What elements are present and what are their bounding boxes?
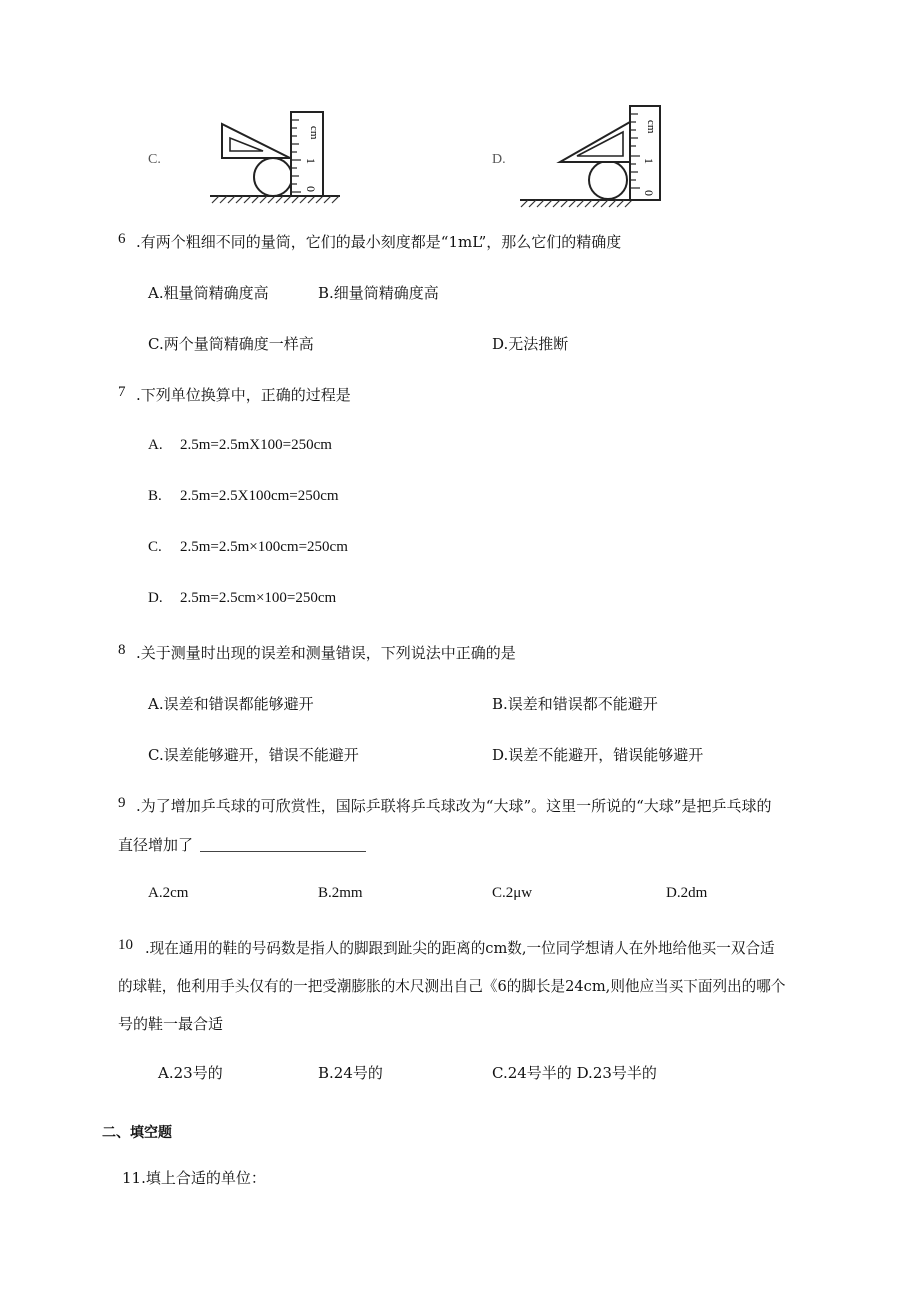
option-b: B.24号的 <box>318 1064 383 1082</box>
question-text-line3: 号的鞋一最合适 <box>118 1015 224 1033</box>
question-number: 9 <box>118 795 126 811</box>
option-c-letter: C. <box>148 539 162 555</box>
option-a: A.2cm <box>148 885 189 901</box>
option-c-text: 2.5m=2.5m×100cm=250cm <box>180 539 348 555</box>
option-b: B.细量筒精确度高 <box>318 284 439 302</box>
option-a: A.粗量筒精确度高 <box>148 284 269 302</box>
option-b: B.误差和错误都不能避开 <box>492 695 658 713</box>
option-a-letter: A. <box>148 437 163 453</box>
option-d-text: 2.5m=2.5cm×100=250cm <box>180 590 337 606</box>
option-d: D.误差不能避开，错误能够避开 <box>492 746 704 764</box>
option-a: A.误差和错误都能够避开 <box>148 695 314 713</box>
option-b: B.2mm <box>318 885 363 901</box>
question-text-line2: 的球鞋，他利用手头仅有的一把受潮膨胀的木尺测出自己《6的脚长是24cm,则他应当买下面列出的哪个 <box>118 978 786 995</box>
option-c-d: C.24号半的 D.23号半的 <box>492 1064 657 1082</box>
question-number: 7 <box>118 384 126 400</box>
figure-d-diagram <box>515 100 675 210</box>
section-title: 二、填空题 <box>102 1125 172 1141</box>
figure-d-tick-1: 1 <box>642 158 656 164</box>
question-text-line1: .为了增加乒乓球的可欣赏性，国际乒联将乒乓球改为“大球”。这里一所说的“大球”是把乒乓球的 <box>136 797 772 815</box>
question-text: .有两个粗细不同的量筒，它们的最小刻度都是“1mL”，那么它们的精确度 <box>136 233 622 251</box>
question-text: .下列单位换算中，正确的过程是 <box>136 386 351 404</box>
figure-c-tick-1: 1 <box>304 158 318 164</box>
question-number: 8 <box>118 642 126 658</box>
question-text: .关于测量时出现的误差和测量错误，下列说法中正确的是 <box>136 644 516 662</box>
option-d: D.无法推断 <box>492 335 569 353</box>
option-a-text: 2.5m=2.5mX100=250cm <box>180 437 332 453</box>
option-b-letter: B. <box>148 488 162 504</box>
question-number: 10 <box>118 937 133 953</box>
option-a: A.23号的 <box>158 1064 223 1082</box>
question-11: 11.填上合适的单位： <box>122 1169 266 1187</box>
option-d: D.2dm <box>666 885 708 901</box>
answer-blank[interactable] <box>200 851 366 852</box>
question-number: 6 <box>118 231 126 247</box>
option-c: C.误差能够避开，错误不能避开 <box>148 746 359 764</box>
figure-d-ruler-unit: cm <box>645 120 657 134</box>
option-c: C.2μw <box>492 885 533 901</box>
option-d-letter: D. <box>148 590 163 606</box>
question-text-line1: .现在通用的鞋的号码数是指人的脚跟到趾尖的距离的cm数,一位同学想请人在外地给他买一双合适 <box>145 940 775 957</box>
option-c: C.两个量筒精确度一样高 <box>148 335 314 353</box>
figure-c-label: C. <box>148 152 161 167</box>
figure-d-label: D. <box>492 152 506 167</box>
figure-c-tick-0: 0 <box>304 186 318 192</box>
figure-c-ruler-unit: cm <box>308 126 320 140</box>
figure-c-diagram <box>195 104 345 214</box>
question-text-line2: 直径增加了 <box>118 836 194 854</box>
figure-d-tick-0: 0 <box>642 190 656 196</box>
option-b-text: 2.5m=2.5X100cm=250cm <box>180 488 339 504</box>
